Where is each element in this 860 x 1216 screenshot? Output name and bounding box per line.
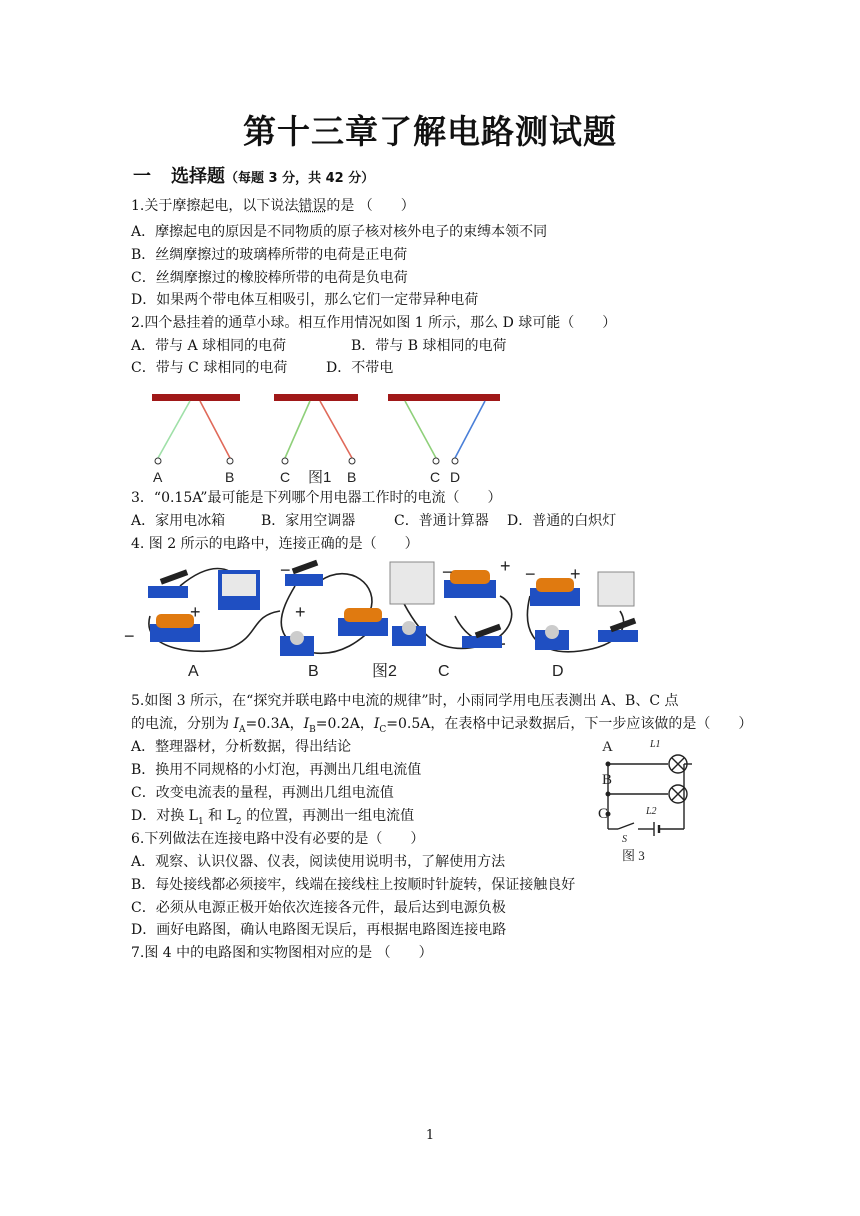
q5-stem-pre: 的电流，分别为 (131, 716, 234, 732)
q3-option-a: A．家用电冰箱 (131, 513, 226, 529)
q1-option-a: A．摩擦起电的原因是不同物质的原子核对核外电子的束缚本领不同 (131, 224, 548, 240)
fig2-label-d: D (552, 663, 564, 680)
fig1-label-d: D (450, 469, 461, 485)
fig3-switch-blade (618, 823, 634, 829)
q6-option-a: A．观察、认识仪器、仪表，阅读使用说明书，了解使用方法 (131, 854, 506, 870)
fig2-label-c: C (438, 663, 450, 680)
fig2-plus-d: + (570, 564, 581, 584)
fig2-plus-c: + (500, 556, 511, 576)
q7-stem: 7.图 4 中的电路图和实物图相对应的是 （ ） (131, 945, 433, 961)
q6-stem: 6.下列做法在连接电路中没有必要的是（ ） (131, 831, 425, 847)
q1-option-c: C．丝绸摩擦过的橡胶棒所带的电荷是负电荷 (131, 270, 408, 286)
fig1-ball-c2 (433, 458, 439, 464)
page-number: 1 (425, 1128, 435, 1143)
fig2-label-a: A (188, 663, 199, 680)
fig1-label-c2: C (430, 469, 441, 485)
fig3-label-l1: L1 (650, 739, 661, 750)
fig1-support-bar-2 (274, 394, 358, 401)
fig1-thread-c2 (405, 401, 436, 458)
q4-stem: 4. 图 2 所示的电路中，连接正确的是（ ） (131, 536, 419, 552)
q6-option-c: C．必须从电源正极开始依次连接各元件，最后达到电源负极 (131, 900, 506, 916)
q1-option-b: B．丝绸摩擦过的玻璃棒所带的电荷是正电荷 (131, 247, 408, 263)
q5-ia-value: =0.3A， (245, 716, 304, 732)
fig1-thread-a (158, 401, 190, 458)
fig2-minus-a: − (124, 626, 135, 646)
figure-2-circuits (120, 556, 640, 682)
fig2-b-wire-2 (320, 574, 372, 611)
q3-option-b: B．家用空调器 (261, 513, 356, 529)
q5-option-d-sub2: 2 (235, 816, 242, 827)
fig1-support-bar-3 (388, 394, 500, 401)
fig1-thread-d (455, 401, 485, 458)
q3-options (131, 511, 616, 531)
fig2-circuit-a (148, 569, 260, 642)
q1-stem-emphasis: 错误 (298, 198, 327, 214)
q5-option-b: B．换用不同规格的小灯泡，再测出几组电流值 (131, 762, 422, 778)
fig3-label-l2: L2 (646, 806, 657, 817)
section-title: 选择题 (171, 166, 225, 187)
q2-option-d: D．不带电 (326, 360, 394, 376)
q5-ib-sub: B (309, 724, 316, 735)
fig1-ball-d (452, 458, 458, 464)
q5-ib-value: =0.2A， (315, 716, 374, 732)
q2-option-c: C．带与 C 球相同的电荷 (131, 360, 288, 376)
figure-1-pith-balls (140, 390, 510, 488)
q2-option-b: B．带与 B 球相同的电荷 (351, 338, 507, 354)
q5-option-c: C．改变电流表的量程，再测出几组电流值 (131, 785, 394, 801)
fig2-plus-a: + (190, 602, 201, 622)
fig3-label-s: S (622, 834, 627, 845)
q5-option-d (131, 806, 414, 832)
fig1-ball-b2 (349, 458, 355, 464)
fig1-ball-a (155, 458, 161, 464)
page-title: 第十三章了解电路测试题 (243, 112, 617, 151)
q6-option-d: D．画好电路图，确认电路图无误后，再根据电路图连接电路 (131, 922, 507, 938)
q1-stem-post: 的是 （ ） (326, 198, 415, 214)
fig2-label-b: B (308, 663, 319, 680)
q3-option-d: D．普通的白炽灯 (507, 513, 617, 529)
q2-options-row2 (131, 358, 393, 378)
q5-option-d-mid: 和 L (203, 808, 236, 824)
q5-ia-symbol: I (233, 716, 239, 732)
fig3-label-a: A (602, 739, 613, 755)
fig1-thread-b (200, 401, 230, 458)
fig1-ball-c (282, 458, 288, 464)
fig2-minus-c: − (442, 562, 453, 582)
q5-option-a: A．整理器材，分析数据，得出结论 (131, 739, 352, 755)
fig2-plus-b: + (295, 602, 306, 622)
fig1-label-b2: B (347, 469, 357, 485)
fig1-label-a: A (153, 469, 163, 485)
fig1-caption: 图1 (308, 469, 332, 486)
q1-option-d: D．如果两个带电体互相吸引，那么它们一定带异种电荷 (131, 292, 479, 308)
fig1-thread-c (285, 401, 310, 458)
q2-stem: 2.四个悬挂着的通草小球。相互作用情况如图 1 所示，那么 D 球可能（ ） (131, 315, 617, 331)
fig3-label-c: C (598, 806, 609, 822)
fig2-minus-b: − (280, 560, 291, 580)
q5-ia-sub: A (238, 724, 246, 735)
q1-stem (131, 196, 415, 216)
fig2-circuit-d (530, 572, 638, 650)
q5-option-d-post: 的位置，再测出一组电流值 (241, 808, 415, 824)
q5-ic-value: =0.5A，在表格中记录数据后，下一步应该做的是（ ） (386, 716, 753, 732)
q5-ic-sub: C (379, 724, 387, 735)
q1-stem-pre: 1.关于摩擦起电，以下说法 (131, 198, 299, 214)
q3-stem: 3．“0.15A”最可能是下列哪个用电器工作时的电流（ ） (131, 490, 502, 506)
fig1-thread-b2 (320, 401, 352, 458)
fig3-label-b: B (602, 772, 613, 788)
q5-option-d-sub1: 1 (197, 816, 204, 827)
section-heading (133, 162, 374, 188)
fig2-caption: 图2 (372, 663, 397, 680)
q3-option-c: C．普通计算器 (394, 513, 489, 529)
fig3-caption: 图 3 (622, 848, 645, 863)
fig1-support-bar-1 (152, 394, 240, 401)
q5-ib-symbol: I (303, 716, 310, 732)
q6-option-b: B．每处接线都必须接牢，线端在接线柱上按顺时针旋转，保证接触良好 (131, 877, 576, 893)
fig3-node-b (606, 792, 611, 797)
q2-option-a: A．带与 A 球相同的电荷 (131, 338, 287, 354)
fig1-ball-b (227, 458, 233, 464)
figure-3-parallel-circuit (588, 734, 692, 864)
q5-option-d-pre: D．对换 L (131, 808, 198, 824)
fig2-minus-d: − (525, 564, 536, 584)
section-note: （每题 3 分，共 42 分） (225, 171, 375, 186)
fig3-node-a (606, 762, 611, 767)
section-number: 一 (133, 166, 151, 187)
q5-ic-symbol: I (373, 716, 380, 732)
q5-stem-line1: 5.如图 3 所示，在“探究并联电路中电流的规律”时，小雨同学用电压表测出 A、B、C 点 (131, 693, 679, 709)
fig1-label-c: C (280, 469, 291, 485)
fig1-label-b: B (225, 469, 235, 485)
q2-options-row1 (131, 336, 506, 356)
